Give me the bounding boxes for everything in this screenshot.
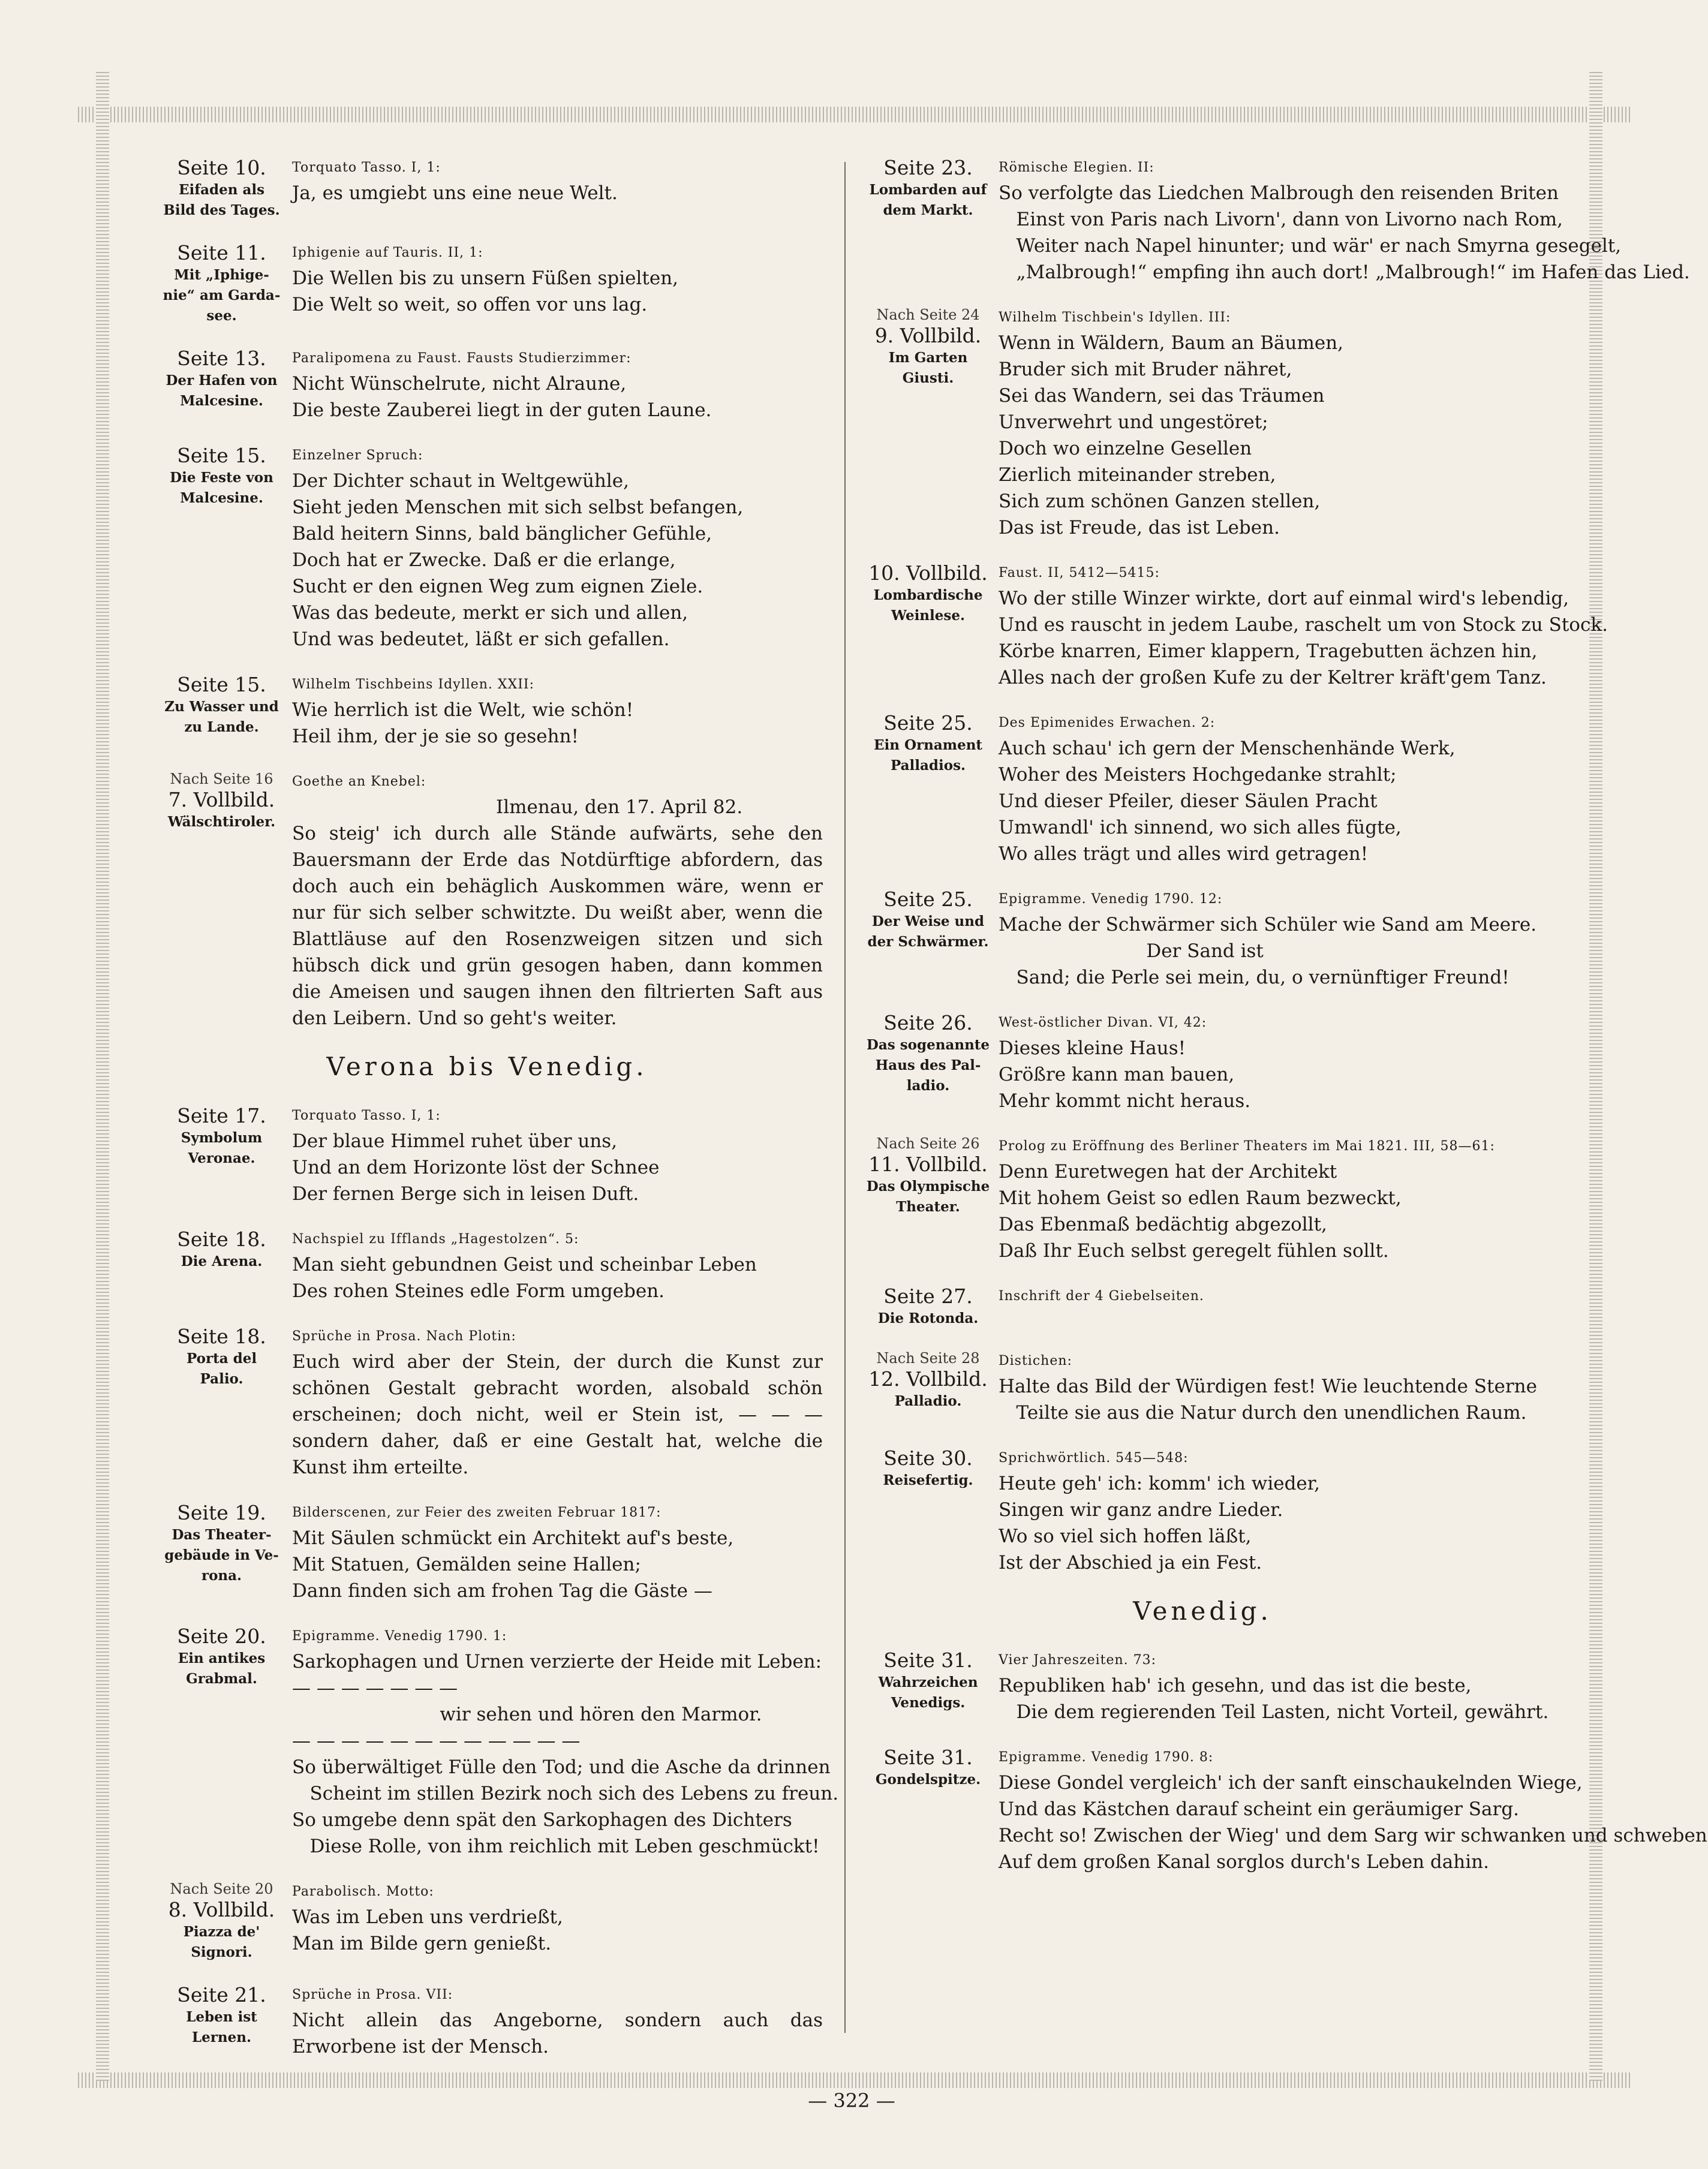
verse-line: Was das bedeute, merkt er sich und allen, (292, 602, 688, 624)
entry-body (999, 1648, 1548, 1725)
entry-body (292, 347, 823, 423)
side-caption: Im Garten (888, 350, 968, 366)
verse-line: Weiter nach Napel hinunter; und wär' er nach Smyrna gesegelt, (999, 235, 1622, 257)
verse-line: Das Ebenmaß bedächtig abgezollt, (999, 1214, 1327, 1235)
side-caption: Reisefertig. (883, 1472, 973, 1488)
entry-margin (858, 888, 999, 991)
verse-line: Auf dem großen Kanal sorglos durch's Leben dahin. (999, 1851, 1489, 1873)
source-reference: Wilhelm Tischbeins Idyllen. XXII: (292, 677, 535, 692)
page-reference: Seite 10. (177, 156, 266, 179)
verse-line: Umwandl' ich sinnend, wo sich alles fügte, (999, 817, 1402, 838)
entry (858, 1648, 1547, 1725)
source-reference: Vier Jahreszeiten. 73: (999, 1653, 1157, 1668)
verse-line: Das ist Freude, das ist Leben. (999, 517, 1280, 539)
entry-margin (151, 1880, 292, 1963)
verse-line: Sucht er den eignen Weg zum eignen Ziele. (292, 576, 703, 597)
section-heading: Venedig. (1133, 1596, 1272, 1626)
verse-line: Diese Gondel vergleich' ich der sanft einschaukelnden Wiege, (999, 1772, 1583, 1794)
full-plate-label: 10. Vollbild. (868, 561, 988, 585)
verse-line: Wo alles trägt und alles wird getragen! (999, 843, 1369, 865)
source-reference: Bilderscenen, zur Feier des zweiten Februar 1817: (292, 1505, 661, 1520)
verse-line: Woher des Meisters Hochgedanke strahlt; (999, 764, 1397, 786)
verse-line: Was im Leben uns verdrießt, (292, 1906, 563, 1928)
verse-line: Wo der stille Winzer wirkte, dort auf einmal wird's lebendig, (999, 588, 1569, 609)
verse-line: Und es rauscht in jedem Laube, raschelt um von Stock zu Stock. (999, 614, 1608, 636)
entry (858, 156, 1690, 285)
entry-margin (151, 1501, 292, 1604)
source-reference: Goethe an Knebel: (292, 774, 426, 789)
side-caption: ladio. (906, 1078, 950, 1094)
page-reference: Seite 25. (883, 888, 973, 911)
side-caption: Weinlese. (891, 607, 965, 624)
verse-line: Des rohen Steines edle Form umgeben. (292, 1280, 665, 1302)
full-plate-label: 12. Vollbild. (868, 1367, 988, 1391)
prose-text: Nicht allein das Angeborne, sondern auch das Erworbene ist der Mensch. (292, 2009, 823, 2057)
entry-body (999, 561, 1608, 691)
entry-margin (151, 1625, 292, 1860)
verse-line: Teilte sie aus die Natur durch den unendlichen Raum. (999, 1402, 1527, 1424)
verse-line: Der Dichter schaut in Weltgewühle, (292, 470, 629, 492)
source-reference: Epigramme. Venedig 1790. 8: (999, 1750, 1214, 1765)
entry-body (999, 1284, 1547, 1329)
entry-body (292, 241, 823, 326)
entry-body (999, 711, 1547, 867)
entry (858, 1446, 1547, 1576)
verse-line: Bald heitern Sinns, bald bänglicher Gefühle, (292, 523, 712, 544)
source-reference: Römische Elegien. II: (999, 160, 1154, 175)
entry-margin (858, 1648, 999, 1725)
side-caption: Die Rotonda. (877, 1310, 979, 1326)
page-reference: Seite 21. (177, 1983, 266, 2006)
verse-line: Doch hat er Zwecke. Daß er die erlange, (292, 549, 676, 571)
verse-line: Der Sand ist (999, 940, 1264, 962)
entry (151, 1325, 823, 1481)
verse-line: Mit Säulen schmückt ein Architekt auf's beste, (292, 1527, 734, 1549)
verse-line: Ja, es umgiebt uns eine neue Welt. (292, 182, 618, 204)
entry-body (292, 1880, 823, 1963)
side-caption: Lombardische (873, 587, 983, 603)
side-caption: Symbolum (181, 1130, 263, 1146)
prose-text: Euch wird aber der Stein, der durch die Kunst zur schönen Gestalt gebracht worden, alsobald schön erscheinen; doch nicht, weil er Stein ist, — — — sondern daher, daß er eine Gestalt hat, welche die Kunst ihm erteilte. (292, 1351, 823, 1478)
source-reference: Des Epimenides Erwachen. 2: (999, 715, 1216, 730)
side-caption: Mit „Iphige- (174, 267, 269, 283)
side-caption: Signori. (191, 1944, 252, 1960)
verse-line: Größre kann man bauen, (999, 1064, 1235, 1085)
side-caption: Eifaden als (178, 182, 265, 198)
side-caption: Venedigs. (891, 1695, 966, 1711)
entry-body (999, 1746, 1707, 1875)
verse-line: Denn Euretwegen hat der Architekt (999, 1161, 1337, 1183)
verse-line: Sei das Wandern, sei das Träumen (999, 385, 1325, 407)
entry-margin (858, 1284, 999, 1329)
verse-line: So überwältiget Fülle den Tod; und die Asche da drinnen (292, 1756, 831, 1778)
source-reference: West-östlicher Divan. VI, 42: (999, 1015, 1207, 1030)
entry (858, 561, 1608, 691)
entry (151, 241, 823, 326)
page-reference: Seite 20. (177, 1625, 266, 1648)
side-caption: Das sogenannte (866, 1037, 990, 1053)
verse-line: Sieht jeden Menschen mit sich selbst befangen, (292, 497, 744, 518)
side-caption: dem Markt. (883, 202, 973, 218)
side-caption: Giusti. (902, 370, 954, 386)
entry (151, 1501, 823, 1604)
entry (151, 444, 823, 652)
verse-line: „Malbrough!“ empfing ihn auch dort! „Malbrough!“ im Hafen das Lied. (999, 261, 1690, 283)
page-reference: Seite 13. (177, 347, 266, 370)
after-page-note: Nach Seite 20 (170, 1881, 273, 1897)
entry-margin (151, 347, 292, 423)
verse-line: Dieses kleine Haus! (999, 1037, 1186, 1059)
verse-line: Sich zum schönen Ganzen stellen, (999, 491, 1321, 512)
entry (858, 888, 1547, 991)
entry-margin (151, 1104, 292, 1207)
page-reference: Seite 18. (177, 1228, 266, 1251)
verse-line: Wo so viel sich hoffen läßt, (999, 1526, 1252, 1547)
side-caption: Grabmal. (186, 1671, 257, 1687)
entry-margin (858, 1135, 999, 1264)
verse-line: Ist der Abschied ja ein Fest. (999, 1552, 1262, 1574)
side-caption: nie“ am Garda- (163, 287, 281, 303)
side-caption: see. (206, 308, 237, 324)
verse-line: Mit hohem Geist so edlen Raum bezweckt, (999, 1187, 1402, 1209)
verse-line: Und das Kästchen darauf scheint ein geräumiger Sarg. (999, 1798, 1520, 1820)
entry-margin (151, 770, 292, 1031)
side-caption: zu Lande. (184, 719, 259, 735)
verse-line: Dann finden sich am frohen Tag die Gäste — (292, 1580, 712, 1602)
entry-margin (858, 156, 999, 285)
entry-margin (151, 673, 292, 750)
entry-margin (151, 444, 292, 652)
verse-line: Scheint im stillen Bezirk noch sich des Lebens zu freun. (292, 1783, 839, 1804)
source-reference: Epigramme. Venedig 1790. 1: (292, 1629, 507, 1644)
side-caption: der Schwärmer. (867, 934, 989, 950)
verse-line: Die Welt so weit, so offen vor uns lag. (292, 294, 648, 315)
verse-line: Wenn in Wäldern, Baum an Bäumen, (999, 332, 1344, 354)
verse-line: Der blaue Himmel ruhet über uns, (292, 1130, 618, 1152)
entry-body (999, 306, 1547, 541)
entry-margin (151, 1983, 292, 2060)
side-caption: Der Weise und (871, 913, 985, 929)
entry-body (292, 1625, 838, 1860)
entry-margin (858, 1011, 999, 1114)
entry-body (292, 1325, 823, 1481)
verse-line: Körbe knarren, Eimer klappern, Tragebutten ächzen hin, (999, 640, 1538, 662)
side-caption: Leben ist (186, 2009, 257, 2025)
entry-body (292, 156, 823, 221)
prose-text: So steig' ich durch alle Stände aufwärts, sehe den Bauersmann der Erde das Notdürftige abfordern, das doch auch ein behäglich Auskommen wäre, wenn er nur für sich selber schwitzte. Du weißt aber, wenn die Blattläuse auf den Rosenzweigen sitzen und sich hübsch dick und grün gesogen haben, dann kommen die Ameisen und saugen ihnen den filtrierten Saft aus den Leibern. Und so geht's weiter. (292, 823, 823, 1029)
entry-body (292, 673, 823, 750)
source-reference: Faust. II, 5412—5415: (999, 565, 1160, 580)
page-reference: Seite 11. (177, 241, 266, 264)
verse-line: Auch schau' ich gern der Menschenhände Werk, (999, 738, 1456, 759)
entry-margin (151, 1228, 292, 1304)
left-ornament-rule (96, 72, 109, 2081)
verse-line: Mit Statuen, Gemälden seine Hallen; (292, 1554, 641, 1575)
side-caption: Zu Wasser und (164, 699, 279, 715)
verse-line: Bruder sich mit Bruder nähret, (999, 359, 1292, 380)
verse-line: Der fernen Berge sich in leisen Duft. (292, 1183, 639, 1205)
entry (151, 1880, 823, 1963)
side-caption: Veronae. (188, 1150, 255, 1166)
entry (151, 347, 823, 423)
verse-line: Wie herrlich ist die Welt, wie schön! (292, 699, 634, 721)
full-plate-label: 11. Vollbild. (868, 1153, 988, 1176)
page-reference: Seite 23. (883, 156, 973, 179)
source-reference: Iphigenie auf Tauris. II, 1: (292, 245, 483, 260)
entry (858, 1135, 1547, 1264)
verse-line: So umgebe denn spät den Sarkophagen des Dichters (292, 1809, 792, 1831)
page-number: — 322 — (808, 2089, 895, 2112)
entry (151, 156, 823, 221)
entry-margin (858, 306, 999, 541)
entry-body (999, 888, 1547, 991)
entry-margin (858, 1746, 999, 1875)
source-reference: Sprichwörtlich. 545—548: (999, 1451, 1189, 1466)
page-reference: Seite 31. (883, 1648, 973, 1672)
source-reference: Einzelner Spruch: (292, 448, 423, 463)
verse-line: Diese Rolle, von ihm reichlich mit Leben geschmückt! (292, 1836, 820, 1857)
entry (151, 1228, 823, 1304)
side-caption: Ein antikes (178, 1650, 266, 1666)
entry (858, 1349, 1547, 1426)
verse-line: Republiken hab' ich gesehn, und das ist die beste, (999, 1675, 1472, 1696)
entry-body (292, 1983, 823, 2060)
entry (151, 1625, 839, 1860)
page-reference: Seite 18. (177, 1325, 266, 1348)
entry-margin (151, 1325, 292, 1481)
verse-line: Sand; die Perle sei mein, du, o vernünftiger Freund! (999, 967, 1509, 988)
verse-line: Recht so! Zwischen der Wieg' und dem Sarg wir schwanken und schweben (999, 1825, 1707, 1846)
verse-line: Zierlich miteinander streben, (999, 464, 1276, 486)
entry (151, 673, 823, 750)
side-caption: Haus des Pal- (875, 1057, 981, 1073)
after-page-note: Nach Seite 28 (876, 1350, 980, 1367)
source-reference: Nachspiel zu Ifflands „Hagestolzen“. 5: (292, 1232, 579, 1247)
column-divider (844, 162, 846, 2033)
entry-body (292, 1104, 823, 1207)
side-caption: Theater. (896, 1199, 960, 1215)
side-caption: rona. (201, 1568, 242, 1584)
entry-body (999, 1011, 1547, 1114)
source-reference: Inschrift der 4 Giebelseiten. (999, 1289, 1204, 1304)
verse-line: Heute geh' ich: komm' ich wieder, (999, 1473, 1321, 1494)
side-caption: gebäude in Ve- (164, 1547, 279, 1563)
source-reference: Torquato Tasso. I, 1: (292, 160, 441, 175)
source-reference: Sprüche in Prosa. VII: (292, 1987, 453, 2002)
side-caption: Wälschtiroler. (167, 814, 276, 830)
side-caption: Palio. (200, 1371, 243, 1387)
verse-line: wir sehen und hören den Marmor. (292, 1704, 762, 1725)
letter-date: Ilmenau, den 17. April 82. (496, 796, 743, 818)
entry-body (292, 1501, 823, 1604)
verse-line: Und an dem Horizonte löst der Schnee (292, 1157, 660, 1178)
entry (151, 1104, 823, 1207)
page-reference: Seite 26. (883, 1011, 973, 1034)
side-caption: Das Theater- (172, 1527, 272, 1543)
entry (858, 711, 1547, 867)
entry (858, 1011, 1547, 1114)
verse-line: — — — — — — — (292, 1677, 458, 1699)
side-caption: Piazza de' (183, 1924, 260, 1940)
entry (858, 306, 1547, 541)
verse-line: Man sieht gebundnen Geist und scheinbar Leben (292, 1254, 757, 1275)
after-page-note: Nach Seite 24 (876, 306, 980, 323)
verse-line: Daß Ihr Euch selbst geregelt fühlen sollt. (999, 1240, 1389, 1262)
page-reference: Seite 25. (883, 711, 973, 735)
source-reference: Prolog zu Eröffnung des Berliner Theaters im Mai 1821. III, 58—61: (999, 1139, 1495, 1154)
verse-line: — — — — — — — — — — — — (292, 1730, 581, 1752)
entry-margin (151, 241, 292, 326)
verse-line: Mehr kommt nicht heraus. (999, 1090, 1251, 1112)
source-reference: Sprüche in Prosa. Nach Plotin: (292, 1329, 516, 1344)
side-caption: Lombarden auf (869, 182, 987, 198)
entry-body (292, 770, 823, 1031)
verse-line: Die dem regierenden Teil Lasten, nicht Vorteil, gewährt. (999, 1701, 1549, 1723)
source-reference: Torquato Tasso. I, 1: (292, 1108, 441, 1123)
verse-line: Heil ihm, der je sie so gesehn! (292, 726, 579, 747)
top-ornament-rule (78, 107, 1631, 122)
page-reference: Seite 27. (883, 1284, 973, 1308)
side-caption: Die Feste von (170, 470, 273, 486)
side-caption: Das Olympische (866, 1178, 990, 1195)
verse-line: So verfolgte das Liedchen Malbrough den reisenden Briten (999, 182, 1559, 204)
entry-body (999, 1135, 1547, 1264)
right-column (858, 156, 1707, 1896)
page-reference: Seite 30. (883, 1446, 973, 1470)
verse-line: Die beste Zauberei liegt in der guten Laune. (292, 399, 712, 421)
source-reference: Wilhelm Tischbein's Idyllen. III: (999, 310, 1231, 325)
entry-margin (858, 1446, 999, 1576)
entry-body (292, 444, 823, 652)
entry (151, 770, 823, 1031)
side-caption: Porta del (186, 1350, 257, 1367)
page-reference: Seite 19. (177, 1501, 266, 1524)
after-page-note: Nach Seite 16 (170, 771, 273, 787)
full-plate-label: 9. Vollbild. (874, 324, 982, 347)
entry-body (999, 1446, 1547, 1576)
verse-line: Und dieser Pfeiler, dieser Säulen Pracht (999, 790, 1378, 812)
source-reference: Parabolisch. Motto: (292, 1884, 434, 1899)
entry-margin (151, 156, 292, 221)
verse-line: Die Wellen bis zu unsern Füßen spielten, (292, 267, 679, 289)
side-caption: Malcesine. (180, 490, 263, 506)
verse-line: Doch wo einzelne Gesellen (999, 438, 1252, 459)
verse-line: Einst von Paris nach Livorn', dann von Livorno nach Rom, (999, 209, 1563, 230)
side-caption: Der Hafen von (166, 372, 278, 389)
page-reference: Seite 17. (177, 1104, 266, 1127)
verse-line: Nicht Wünschelrute, nicht Alraune, (292, 373, 627, 395)
full-plate-label: 8. Vollbild. (168, 1898, 275, 1921)
entry-margin (858, 1349, 999, 1426)
verse-line: Halte das Bild der Würdigen fest! Wie leuchtende Sterne (999, 1376, 1537, 1397)
page-reference: Seite 15. (177, 673, 266, 696)
side-caption: Die Arena. (181, 1253, 263, 1269)
side-caption: Malcesine. (180, 393, 263, 409)
verse-line: Man im Bilde gern genießt. (292, 1933, 552, 1954)
source-reference: Paralipomena zu Faust. Fausts Studierzimmer: (292, 351, 632, 366)
entry-margin (858, 711, 999, 867)
side-caption: Gondelspitze. (875, 1771, 981, 1788)
page-reference: Seite 15. (177, 444, 266, 467)
verse-line: Singen wir ganz andre Lieder. (999, 1499, 1283, 1521)
side-caption: Wahrzeichen (878, 1674, 978, 1690)
entry-body (292, 1228, 823, 1304)
section-heading: Verona bis Venedig. (326, 1052, 648, 1081)
after-page-note: Nach Seite 26 (876, 1135, 980, 1152)
source-reference: Distichen: (999, 1353, 1072, 1368)
page-reference: Seite 31. (883, 1746, 973, 1769)
entry-margin (858, 561, 999, 691)
source-reference: Epigramme. Venedig 1790. 12: (999, 892, 1223, 907)
side-caption: Palladio. (894, 1393, 962, 1409)
side-caption: Ein Ornament (873, 737, 983, 753)
verse-line: Mache der Schwärmer sich Schüler wie Sand am Meere. (999, 914, 1537, 935)
side-caption: Palladios. (890, 757, 966, 774)
entry-body (999, 156, 1690, 285)
verse-line: Sarkophagen und Urnen verzierte der Heide mit Leben: (292, 1651, 822, 1672)
entry (151, 1983, 823, 2060)
verse-line: Unverwehrt und ungestöret; (999, 411, 1268, 433)
left-column (151, 156, 839, 2080)
verse-line: Alles nach der großen Kufe zu der Keltrer kräft'gem Tanz. (999, 667, 1547, 688)
entry (858, 1746, 1707, 1875)
entry-body (999, 1349, 1547, 1426)
entry (858, 1284, 1547, 1329)
side-caption: Lernen. (191, 2029, 251, 2045)
verse-line: Und was bedeutet, läßt er sich gefallen. (292, 628, 670, 650)
side-caption: Bild des Tages. (163, 202, 280, 218)
full-plate-label: 7. Vollbild. (168, 788, 275, 811)
